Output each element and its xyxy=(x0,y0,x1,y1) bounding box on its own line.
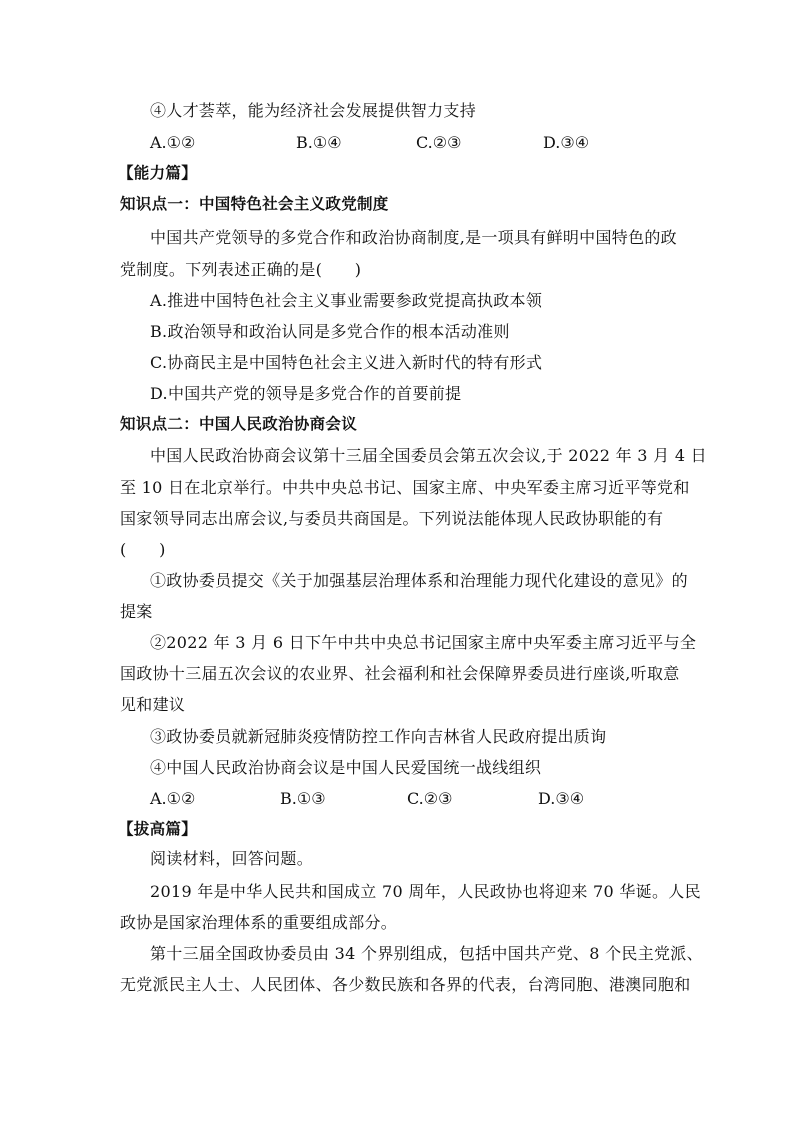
prev-option-a: A.①② xyxy=(150,133,196,152)
kp1-choice-b: B.政治领导和政治认同是多党合作的根本活动准则 xyxy=(150,322,510,341)
kp1-stem-line1: 中国共产党领导的多党合作和政治协商制度,是一项具有鲜明中国特色的政 xyxy=(150,228,677,247)
kp2-option-a: A.①② xyxy=(150,789,196,808)
kp2-stem-line2: 至 10 日在北京举行。中共中央总书记、国家主席、中央军委主席习近平等党和 xyxy=(120,478,690,497)
kp2-stem-line1: 中国人民政治协商会议第十三届全国委员会第五次会议,于 2022 年 3 月 4 日 xyxy=(150,446,707,465)
kp2-option-d: D.③④ xyxy=(538,789,585,808)
kp2-item2-line1: ②2022 年 3 月 6 日下午中共中央总书记国家主席中央军委主席习近平与全 xyxy=(150,633,697,652)
kp1-choice-a: A.推进中国特色社会主义事业需要参政党提高执政本领 xyxy=(150,291,543,310)
prev-item-4: ④人才荟萃，能为经济社会发展提供智力支持 xyxy=(150,101,477,120)
kp2-stem-line4: ( ) xyxy=(120,540,166,559)
section-advanced-heading: 【拔高篇】 xyxy=(118,820,198,838)
advanced-para1-line2: 政协是国家治理体系的重要组成部分。 xyxy=(120,913,398,932)
prev-option-c: C.②③ xyxy=(416,133,462,152)
kp2-item1-line2: 提案 xyxy=(120,602,153,621)
kp2-title: 知识点二：中国人民政治协商会议 xyxy=(120,415,358,433)
kp2-item4: ④中国人民政治协商会议是中国人民爱国统一战线组织 xyxy=(150,758,542,777)
advanced-para2-line1: 第十三届全国政协委员由 34 个界别组成，包括中国共产党、8 个民主党派、 xyxy=(150,944,703,963)
prev-option-d: D.③④ xyxy=(543,133,590,152)
kp1-choice-d: D.中国共产党的领导是多党合作的首要前提 xyxy=(150,384,462,403)
kp1-stem-line2: 党制度。下列表述正确的是( ) xyxy=(120,260,362,279)
kp2-option-b: B.①③ xyxy=(280,789,326,808)
advanced-para2-line2: 无党派民主人士、人民团体、各少数民族和各界的代表，台湾同胞、港澳同胞和 xyxy=(120,975,691,994)
kp2-option-c: C.②③ xyxy=(407,789,453,808)
prev-option-b: B.①④ xyxy=(296,133,342,152)
section-ability-heading: 【能力篇】 xyxy=(118,164,198,182)
advanced-instruction: 阅读材料，回答问题。 xyxy=(150,849,314,868)
kp2-stem-line3: 国家领导同志出席会议,与委员共商国是。下列说法能体现人民政协职能的有 xyxy=(120,509,664,528)
kp2-item1-line1: ①政协委员提交《关于加强基层治理体系和治理能力现代化建设的意见》的 xyxy=(150,571,688,590)
advanced-para1-line1: 2019 年是中华人民共和国成立 70 周年，人民政协也将迎来 70 华诞。人民 xyxy=(150,882,701,901)
kp2-item2-line2: 国政协十三届五次会议的农业界、社会福利和社会保障界委员进行座谈,听取意 xyxy=(120,664,680,683)
kp2-item3: ③政协委员就新冠肺炎疫情防控工作向吉林省人民政府提出质询 xyxy=(150,727,607,746)
kp2-item2-line3: 见和建议 xyxy=(120,695,186,714)
kp1-choice-c: C.协商民主是中国特色社会主义进入新时代的特有形式 xyxy=(150,353,543,372)
kp1-title: 知识点一：中国特色社会主义政党制度 xyxy=(120,195,389,213)
